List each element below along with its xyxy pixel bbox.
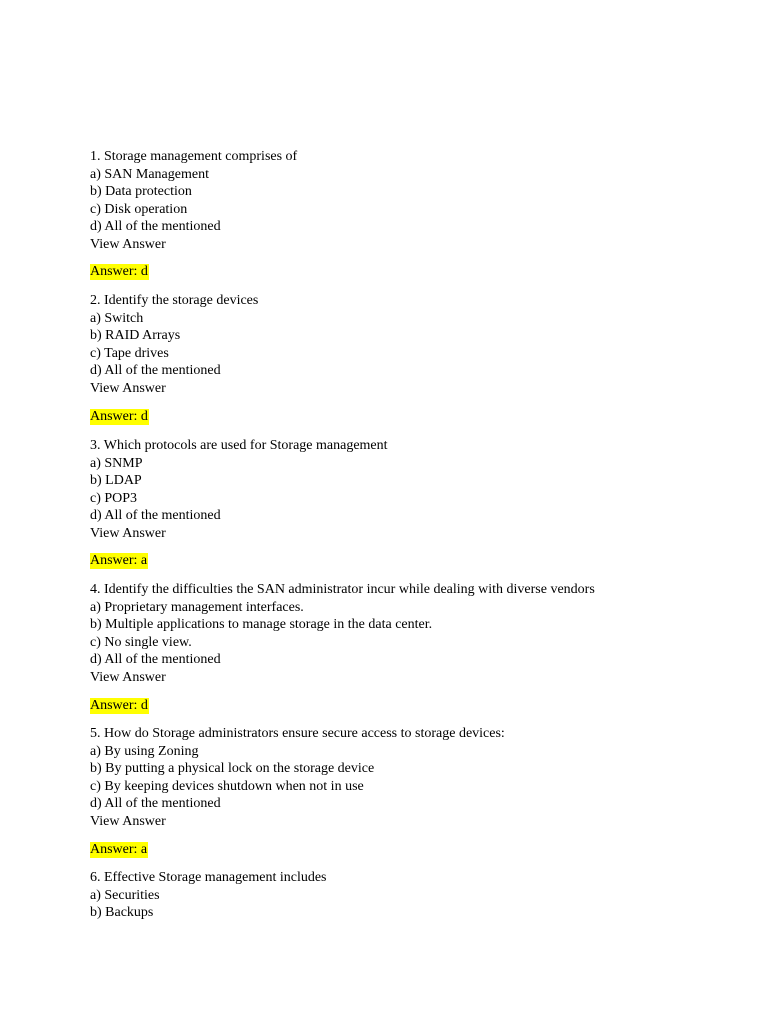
option-b: b) By putting a physical lock on the storage device [90,761,375,776]
view-answer-link[interactable]: View Answer [90,236,166,252]
answer-highlight: Answer: d [90,409,148,424]
option-d: d) All of the mentioned [90,796,221,811]
view-answer-link[interactable]: View Answer [90,380,166,396]
answer-highlight: Answer: a [90,842,148,857]
question-block-1 [90,148,750,253]
view-answer-link[interactable]: View Answer [90,669,166,685]
view-answer-link[interactable]: View Answer [90,813,166,829]
question-text: 1. Storage management comprises of [90,149,298,164]
option-d: d) All of the mentioned [90,219,221,234]
option-c: c) Tape drives [90,345,169,361]
question-block-4 [90,581,750,686]
answer-2 [90,408,149,426]
answer-highlight: Answer: d [90,264,148,279]
option-a: a) Proprietary management interfaces. [90,599,304,615]
question-text: 4. Identify the difficulties the SAN administrator incur while dealing with diverse vendors [90,582,595,597]
option-c: c) No single view. [90,634,192,650]
view-answer-link[interactable]: View Answer [90,525,166,541]
option-c: c) By keeping devices shutdown when not in use [90,778,364,794]
option-a: a) SNMP [90,455,143,471]
option-a: a) SAN Management [90,166,209,182]
option-d: d) All of the mentioned [90,363,221,378]
answer-1 [90,263,149,281]
option-b: b) RAID Arrays [90,328,181,343]
question-block-3 [90,437,750,542]
option-a: a) By using Zoning [90,743,199,759]
option-b: b) Multiple applications to manage storage in the data center. [90,617,433,632]
question-block-6 [90,869,750,922]
answer-highlight: Answer: a [90,553,148,568]
answer-5 [90,841,148,859]
option-b: b) LDAP [90,473,142,488]
question-text: 5. How do Storage administrators ensure secure access to storage devices: [90,726,505,741]
option-c: c) POP3 [90,490,138,506]
option-b: b) Backups [90,905,154,920]
question-block-2 [90,292,750,397]
option-c: c) Disk operation [90,201,188,217]
option-b: b) Data protection [90,184,192,199]
question-text: 3. Which protocols are used for Storage management [90,438,388,453]
answer-3 [90,552,148,570]
question-text: 6. Effective Storage management includes [90,870,327,885]
answer-4 [90,697,149,715]
option-a: a) Securities [90,887,160,903]
option-a: a) Switch [90,310,144,326]
option-d: d) All of the mentioned [90,508,221,523]
option-d: d) All of the mentioned [90,652,221,667]
answer-highlight: Answer: d [90,698,148,713]
question-text: 2. Identify the storage devices [90,293,259,308]
question-block-5 [90,725,750,830]
